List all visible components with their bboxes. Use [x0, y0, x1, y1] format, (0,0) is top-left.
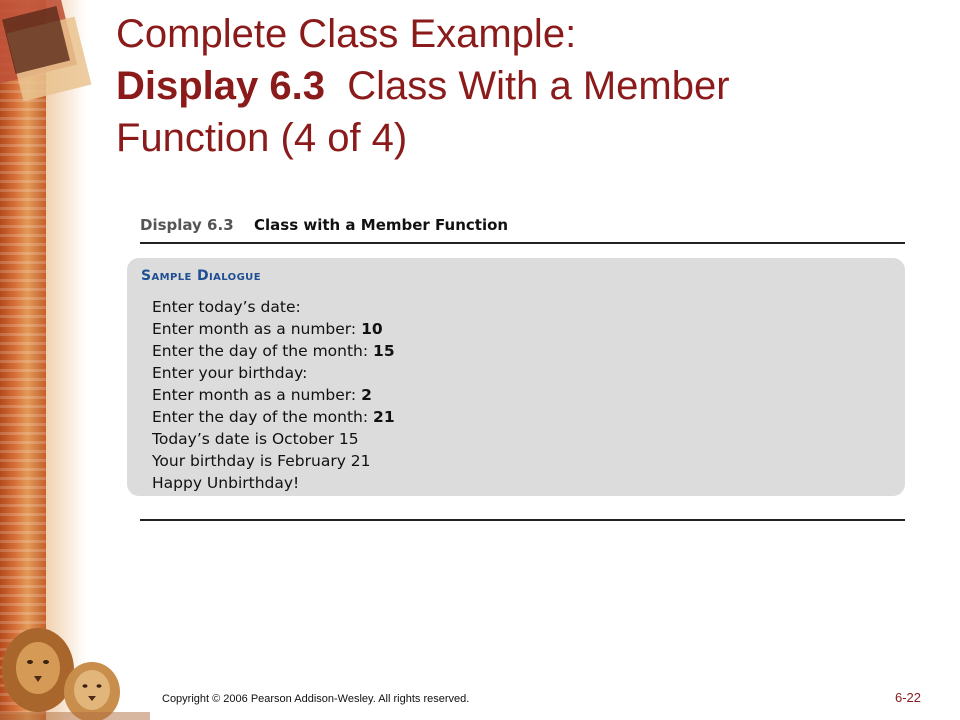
dialogue-line: Enter today’s date: [152, 298, 301, 316]
dialogue-line: Enter the day of the month: 21 [152, 408, 395, 426]
decorative-squares [0, 0, 110, 110]
dialogue-line: Enter month as a number: 2 [152, 386, 372, 404]
title-line-3: Function (4 of 4) [116, 116, 408, 160]
bottom-divider [140, 519, 905, 521]
title-line-1: Complete Class Example: [116, 12, 577, 56]
dialogue-line: Enter your birthday: [152, 364, 308, 382]
dialogue-line: Your birthday is February 21 [152, 452, 371, 470]
display-number: Display 6.3 [140, 216, 234, 234]
user-input: 21 [373, 408, 395, 426]
dialogue-lines [152, 296, 395, 494]
dialogue-line: Enter month as a number: 10 [152, 320, 383, 338]
user-input: 10 [361, 320, 383, 338]
dialogue-line: Enter the day of the month: 15 [152, 342, 395, 360]
user-input: 15 [373, 342, 395, 360]
title-display-name: Class With a Member [325, 64, 730, 108]
copyright-notice: Copyright © 2006 Pearson Addison-Wesley. All rights reserved. [162, 693, 470, 705]
page-number: 6-22 [895, 690, 922, 705]
display-name: Class with a Member Function [254, 216, 509, 234]
dialogue-line: Happy Unbirthday! [152, 474, 300, 492]
dialogue-line: Today’s date is October 15 [152, 430, 359, 448]
slide-title [116, 8, 936, 164]
lions-image [0, 600, 150, 720]
display-header [140, 212, 905, 244]
sample-dialogue-box [127, 258, 905, 496]
sample-dialogue-heading: Sample Dialogue [141, 268, 261, 284]
title-line-2 [116, 60, 936, 112]
user-input: 2 [361, 386, 372, 404]
title-display-number: Display 6.3 [116, 64, 326, 108]
